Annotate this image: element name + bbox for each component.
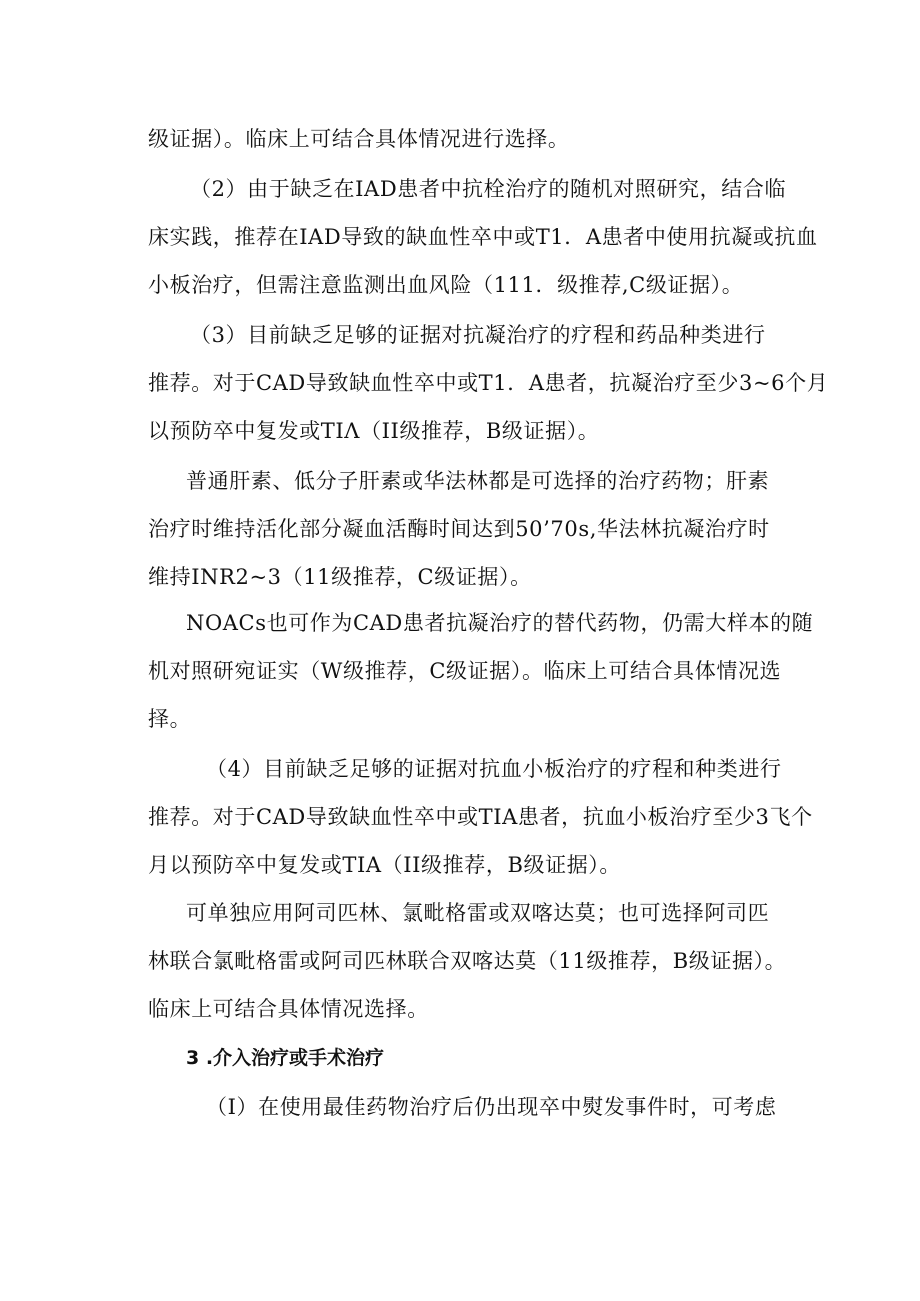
paragraph-line: 月以预防卒中复发或TIA（II级推荐，B级证据）。: [148, 853, 621, 877]
paragraph-line: 维持INR2~3（11级推荐，C级证据）。: [148, 565, 532, 589]
paragraph-line: 以预防卒中复发或TIΛ（II级推荐，B级证据）。: [148, 419, 600, 443]
paragraph-line: 机对照研宛证实（W级推荐，C级证据）。临床上可结合具体情况选: [148, 659, 782, 683]
paragraph-line: 床实践，推荐在IAD导致的缺血性卒中或T1．A患者中使用抗凝或抗血: [148, 225, 818, 249]
paragraph-line: 级证据）。临床上可结合具体情况进行选择。: [148, 127, 570, 151]
paragraph-line: 可单独应用阿司匹林、氯毗格雷或双喀达莫；也可选择阿司匹: [186, 901, 770, 925]
paragraph-line: NOACs也可作为CAD患者抗凝治疗的替代药物，仍需大样本的随: [186, 611, 814, 635]
paragraph-line: （2）由于缺乏在IAD患者中抗栓治疗的随机对照研究，结合临: [190, 177, 787, 201]
paragraph-line: （I）在使用最佳药物治疗后仍出现卒中熨发事件时，可考虑: [206, 1095, 777, 1119]
paragraph-line: 择。: [148, 707, 192, 731]
paragraph-line: 临床上可结合具体情况选择。: [148, 997, 429, 1021]
paragraph-line: 治疗时维持活化部分凝血活酶时间达到50’70s,华法林抗凝治疗时: [148, 517, 770, 541]
paragraph-line: （3）目前缺乏足够的证据对抗凝治疗的疗程和药品种类进行: [190, 323, 766, 347]
paragraph-line: 推荐。对于CAD导致缺血性卒中或TIA患者，抗血小板治疗至少3飞个: [148, 805, 813, 829]
paragraph-line: 林联合氯毗格雷或阿司匹林联合双喀达莫（11级推荐，B级证据）。: [148, 949, 787, 973]
paragraph-line: 普通肝素、低分子肝素或华法林都是可选择的治疗药物；肝素: [186, 469, 770, 493]
paragraph-line: （4）目前缺乏足够的证据对抗血小板治疗的疗程和种类进行: [206, 757, 782, 781]
paragraph-line: 推荐。对于CAD导致缺血性卒中或T1．A患者，抗凝治疗至少3~6个月: [148, 371, 829, 395]
paragraph-line: 小板治疗，但需注意监测出血风险（111．级推荐,C级证据）。: [148, 273, 744, 297]
section-heading: 3 .介入治疗或手术治疗: [186, 1047, 385, 1069]
